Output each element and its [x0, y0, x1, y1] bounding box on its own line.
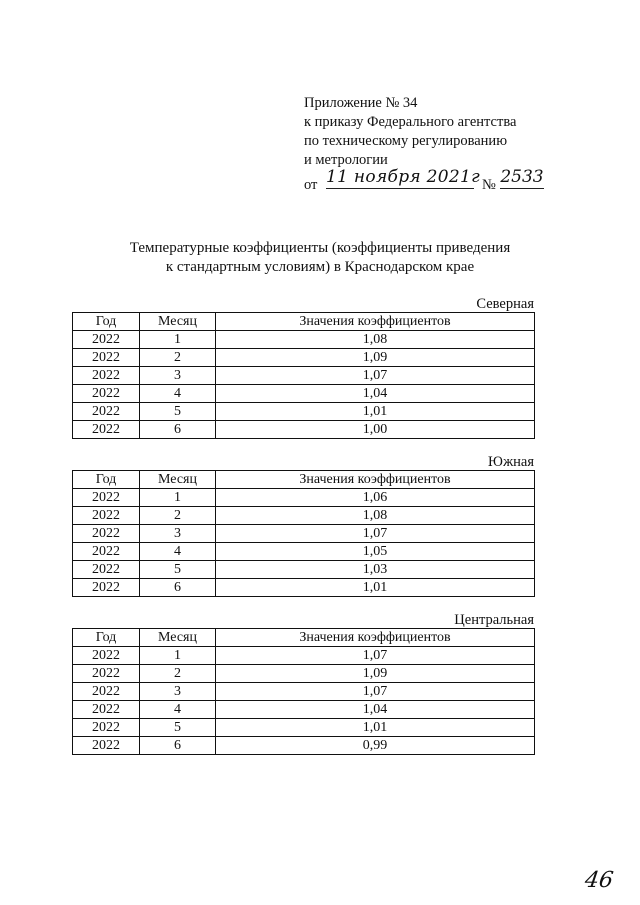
cell-month: 3	[140, 367, 216, 385]
cell-month: 6	[140, 737, 216, 755]
table-header-row	[73, 313, 535, 331]
cell-value: 1,07	[216, 683, 535, 701]
coefficients-table	[72, 470, 535, 597]
cell-year: 2022	[73, 683, 140, 701]
cell-year: 2022	[73, 561, 140, 579]
cell-year: 2022	[73, 737, 140, 755]
cell-value: 1,03	[216, 561, 535, 579]
cell-year: 2022	[73, 701, 140, 719]
cell-year: 2022	[73, 421, 140, 439]
from-label: от	[304, 177, 318, 193]
region-name: Северная	[476, 296, 534, 312]
cell-month: 2	[140, 507, 216, 525]
table-header-row	[73, 471, 535, 489]
order-date-line	[304, 167, 604, 196]
region-name: Южная	[488, 454, 534, 470]
table-row	[73, 367, 535, 385]
table-row	[73, 403, 535, 421]
cell-month: 6	[140, 421, 216, 439]
cell-value: 1,04	[216, 701, 535, 719]
cell-value: 1,06	[216, 489, 535, 507]
table-row	[73, 543, 535, 561]
cell-year: 2022	[73, 525, 140, 543]
cell-month: 4	[140, 543, 216, 561]
cell-month: 4	[140, 701, 216, 719]
cell-month: 5	[140, 403, 216, 421]
cell-month: 2	[140, 349, 216, 367]
column-header-month: Месяц	[140, 313, 216, 331]
cell-value: 1,00	[216, 421, 535, 439]
table-row	[73, 385, 535, 403]
number-label: №	[482, 177, 496, 193]
cell-month: 3	[140, 525, 216, 543]
cell-month: 5	[140, 719, 216, 737]
cell-value: 1,09	[216, 665, 535, 683]
table-header-row	[73, 629, 535, 647]
table-row	[73, 579, 535, 597]
cell-year: 2022	[73, 665, 140, 683]
cell-year: 2022	[73, 349, 140, 367]
cell-value: 1,08	[216, 507, 535, 525]
cell-month: 3	[140, 683, 216, 701]
cell-year: 2022	[73, 331, 140, 349]
column-header-value: Значения коэффициентов	[216, 471, 535, 489]
column-header-value: Значения коэффициентов	[216, 313, 535, 331]
appendix-header	[304, 94, 604, 196]
table-row	[73, 647, 535, 665]
cell-value: 1,08	[216, 331, 535, 349]
handwritten-date: 11 ноября 2021г	[326, 167, 480, 187]
cell-year: 2022	[73, 367, 140, 385]
cell-year: 2022	[73, 489, 140, 507]
table-row	[73, 331, 535, 349]
cell-month: 6	[140, 579, 216, 597]
column-header-year: Год	[73, 471, 140, 489]
handwritten-order-number: 2533	[500, 167, 544, 187]
table-row	[73, 665, 535, 683]
table-row	[73, 561, 535, 579]
cell-value: 0,99	[216, 737, 535, 755]
cell-value: 1,01	[216, 719, 535, 737]
table-row	[73, 719, 535, 737]
cell-month: 1	[140, 647, 216, 665]
region-north	[72, 296, 534, 439]
cell-year: 2022	[73, 403, 140, 421]
cell-month: 4	[140, 385, 216, 403]
table-row	[73, 421, 535, 439]
column-header-year: Год	[73, 313, 140, 331]
cell-year: 2022	[73, 719, 140, 737]
column-header-month: Месяц	[140, 471, 216, 489]
region-central	[72, 612, 534, 755]
cell-value: 1,01	[216, 403, 535, 421]
cell-month: 1	[140, 489, 216, 507]
coefficients-table	[72, 628, 535, 755]
column-header-value: Значения коэффициентов	[216, 629, 535, 647]
cell-value: 1,07	[216, 367, 535, 385]
title-line-1: Температурные коэффициенты (коэффициенты приведения	[129, 240, 511, 256]
cell-year: 2022	[73, 647, 140, 665]
table-row	[73, 737, 535, 755]
column-header-year: Год	[73, 629, 140, 647]
cell-month: 5	[140, 561, 216, 579]
table-row	[73, 683, 535, 701]
cell-value: 1,07	[216, 647, 535, 665]
title-line-2: к стандартным условиям) в Краснодарском крае	[165, 259, 475, 275]
cell-year: 2022	[73, 385, 140, 403]
region-south	[72, 454, 534, 597]
cell-value: 1,07	[216, 525, 535, 543]
cell-value: 1,09	[216, 349, 535, 367]
table-row	[73, 349, 535, 367]
order-reference: к приказу Федерального агентства	[304, 114, 517, 130]
cell-year: 2022	[73, 543, 140, 561]
cell-value: 1,04	[216, 385, 535, 403]
cell-month: 1	[140, 331, 216, 349]
cell-value: 1,05	[216, 543, 535, 561]
cell-year: 2022	[73, 507, 140, 525]
cell-month: 2	[140, 665, 216, 683]
appendix-number: Приложение № 34	[304, 95, 418, 111]
cell-value: 1,01	[216, 579, 535, 597]
document-title	[70, 239, 570, 277]
cell-year: 2022	[73, 579, 140, 597]
table-row	[73, 701, 535, 719]
table-row	[73, 525, 535, 543]
table-row	[73, 507, 535, 525]
region-name: Центральная	[454, 612, 534, 628]
handwritten-page-number: 46	[583, 868, 615, 893]
coefficients-table	[72, 312, 535, 439]
column-header-month: Месяц	[140, 629, 216, 647]
agency-name-line-end: и метрологии	[304, 152, 388, 168]
agency-name-line: по техническому регулированию	[304, 133, 508, 149]
table-row	[73, 489, 535, 507]
